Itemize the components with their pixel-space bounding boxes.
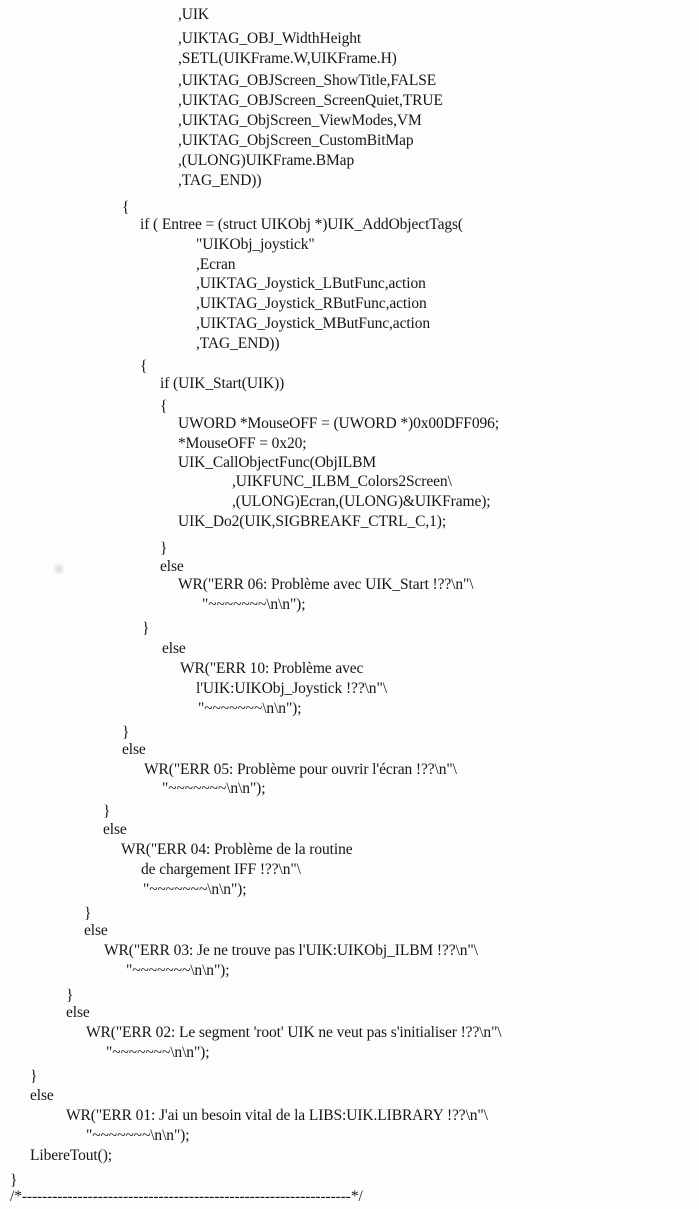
code-line: UIK_Do2(UIK,SIGBREAKF_CTRL_C,1); <box>178 513 447 530</box>
code-line: UWORD *MouseOFF = (UWORD *)0x00DFF096; <box>178 415 499 432</box>
code-line: } <box>66 987 74 1004</box>
code-line: else <box>103 821 127 838</box>
code-line: *MouseOFF = 0x20; <box>178 435 307 452</box>
code-line: else <box>84 922 108 939</box>
code-line: if ( Entree = (struct UIKObj *)UIK_AddObjectTags( <box>140 216 463 233</box>
code-line: WR("ERR 01: J'ai un besoin vital de la LIBS:UIK.LIBRARY !??\n"\ <box>66 1107 488 1124</box>
code-line: else <box>162 640 186 657</box>
code-line: "UIKObj_joystick" <box>196 236 315 253</box>
code-line: else <box>160 558 184 575</box>
code-line: } <box>122 724 130 741</box>
code-line: ,UIK <box>178 6 210 23</box>
code-line: if (UIK_Start(UIK)) <box>160 375 285 392</box>
code-line: ,UIKTAG_Joystick_LButFunc,action <box>196 275 426 292</box>
code-line: WR("ERR 05: Problème pour ouvrir l'écran !??\n"\ <box>144 761 457 778</box>
code-line: "~~~~~~~\n\n"); <box>143 881 247 898</box>
code-line: } <box>103 803 111 820</box>
code-line: else <box>122 741 146 758</box>
code-line: LibereTout(); <box>30 1147 112 1164</box>
code-line: else <box>30 1087 54 1104</box>
code-line: ,UIKFUNC_ILBM_Colors2Screen\ <box>232 473 452 490</box>
code-line: ,TAG_END)) <box>178 172 262 189</box>
code-line: ,TAG_END)) <box>196 335 280 352</box>
code-line: WR("ERR 02: Le segment 'root' UIK ne veut pas s'initialiser !??\n"\ <box>86 1024 502 1041</box>
code-line: ,UIKTAG_OBJ_WidthHeight <box>178 30 362 47</box>
code-line: ,Ecran <box>196 256 236 273</box>
code-line: ,(ULONG)Ecran,(ULONG)&UIKFrame); <box>232 493 491 510</box>
code-line: } <box>160 540 168 557</box>
code-line: ,UIKTAG_Joystick_MButFunc,action <box>196 315 431 332</box>
code-line: } <box>10 1172 18 1189</box>
code-line: UIK_CallObjectFunc(ObjILBM <box>178 454 377 471</box>
code-line: WR("ERR 03: Je ne trouve pas l'UIK:UIKObj_ILBM !??\n"\ <box>104 942 478 959</box>
code-line: de chargement IFF !??\n"\ <box>141 861 301 878</box>
code-line: { <box>160 398 168 415</box>
code-line: ,UIKTAG_OBJScreen_ShowTitle,FALSE <box>178 72 437 89</box>
code-line: } <box>30 1068 38 1085</box>
code-line: "~~~~~~~\n\n"); <box>86 1127 190 1144</box>
code-line: "~~~~~~~\n\n"); <box>106 1044 210 1061</box>
code-line: ,UIKTAG_ObjScreen_CustomBitMap <box>178 132 414 149</box>
code-line: ,UIKTAG_OBJScreen_ScreenQuiet,TRUE <box>178 92 443 109</box>
code-line: { <box>122 199 130 216</box>
code-line: l'UIK:UIKObj_Joystick !??\n"\ <box>196 680 387 697</box>
code-line: WR("ERR 10: Problème avec <box>180 660 364 677</box>
code-line: "~~~~~~~\n\n"); <box>162 780 266 797</box>
code-line: "~~~~~~~\n\n"); <box>202 596 306 613</box>
code-line: } <box>84 905 92 922</box>
code-line: "~~~~~~~\n\n"); <box>198 700 302 717</box>
code-line: else <box>66 1004 90 1021</box>
code-line: ,SETL(UIKFrame.W,UIKFrame.H) <box>178 50 397 67</box>
code-line: WR("ERR 04: Problème de la routine <box>121 841 353 858</box>
code-line: ,UIKTAG_Joystick_RButFunc,action <box>196 295 427 312</box>
code-line: ,UIKTAG_ObjScreen_ViewModes,VM <box>178 112 422 129</box>
code-line: ,(ULONG)UIKFrame.BMap <box>178 152 355 169</box>
scan-smudge <box>52 562 66 576</box>
code-line: } <box>142 620 150 637</box>
code-line: WR("ERR 06: Problème avec UIK_Start !??\n"\ <box>178 576 474 593</box>
code-line: { <box>140 358 148 375</box>
code-line: "~~~~~~~\n\n"); <box>126 962 230 979</box>
code-line: /*-----------------------------------------------------------------*/ <box>10 1188 363 1205</box>
